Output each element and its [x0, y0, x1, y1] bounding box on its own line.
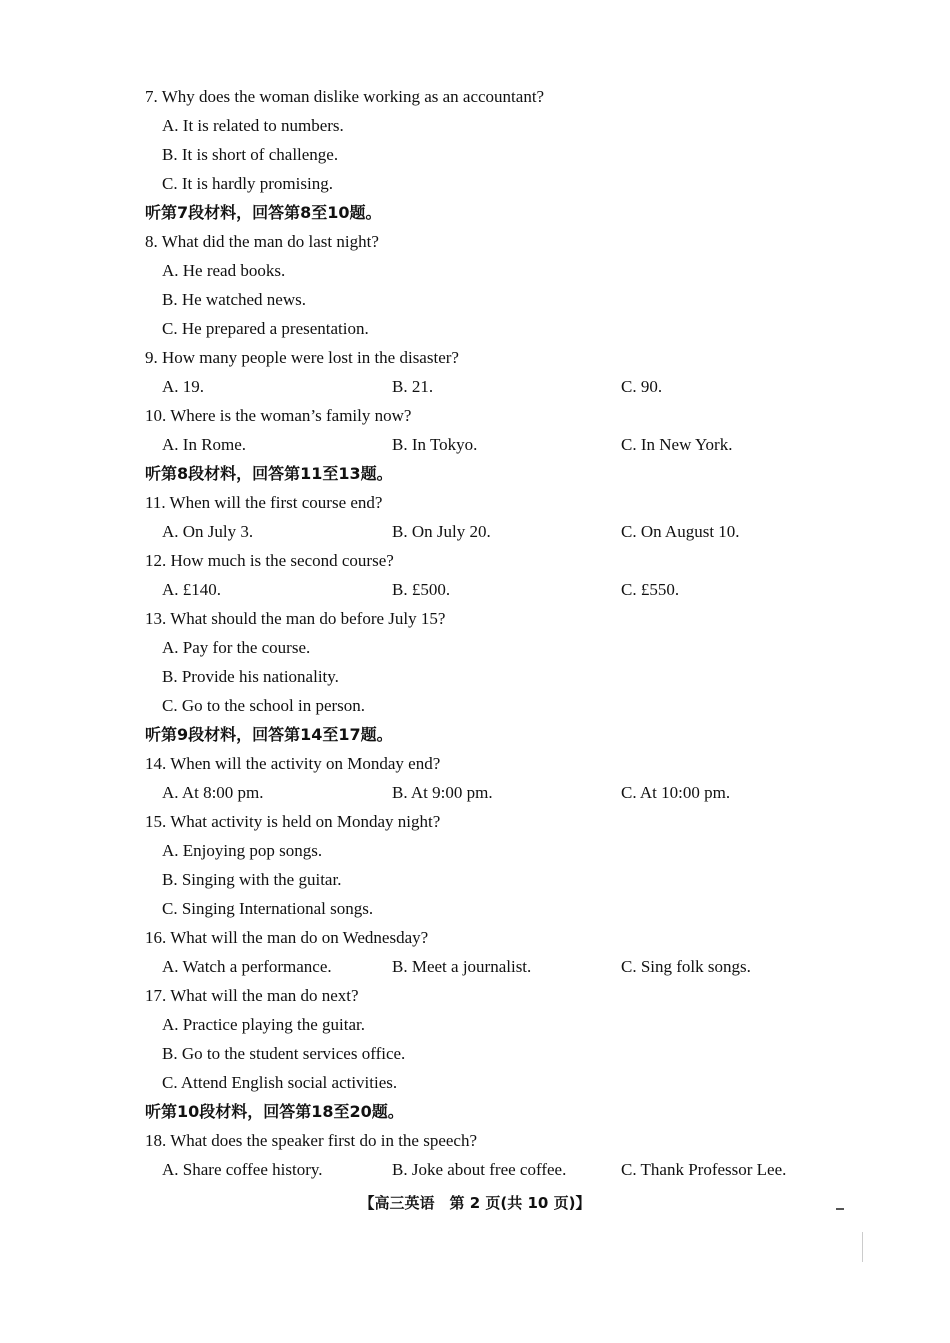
question: 9. How many people were lost in the disaster?: [145, 348, 459, 367]
page-footer: 【高三英语 第 2 页(共 10 页)】: [359, 1194, 591, 1212]
answer-option: A. Enjoying pop songs.: [162, 841, 323, 860]
answer-option: A. On July 3.: [162, 522, 254, 541]
answer-option: C. 90.: [621, 377, 663, 396]
answer-option: A. Practice playing the guitar.: [162, 1015, 365, 1034]
answer-option: C. On August 10.: [621, 522, 740, 541]
question: 12. How much is the second course?: [145, 551, 394, 570]
question: 11. When will the first course end?: [145, 493, 383, 512]
question: 17. What will the man do next?: [145, 986, 359, 1005]
question: 7. Why does the woman dislike working as an accountant?: [145, 87, 545, 106]
answer-option: B. Provide his nationality.: [162, 667, 339, 686]
section-instruction: 听第9段材料，回答第14至17题。: [145, 725, 393, 744]
question: 8. What did the man do last night?: [145, 232, 379, 251]
answer-option: B. He watched news.: [162, 290, 306, 309]
answer-option: A. £140.: [162, 580, 222, 599]
answer-option: C. Attend English social activities.: [162, 1073, 398, 1092]
answer-option: A. Pay for the course.: [162, 638, 311, 657]
section-instruction: 听第10段材料，回答第18至20题。: [145, 1102, 404, 1121]
answer-option: B. At 9:00 pm.: [392, 783, 493, 802]
question: 13. What should the man do before July 15?: [145, 609, 446, 628]
answer-option: C. At 10:00 pm.: [621, 783, 731, 802]
answer-option: C. Thank Professor Lee.: [621, 1160, 787, 1179]
answer-option: B. £500.: [392, 580, 451, 599]
answer-option: B. Go to the student services office.: [162, 1044, 406, 1063]
question: 10. Where is the woman’s family now?: [145, 406, 412, 425]
answer-option: B. It is short of challenge.: [162, 145, 339, 164]
answer-option: C. In New York.: [621, 435, 733, 454]
question: 18. What does the speaker first do in the speech?: [145, 1131, 478, 1150]
answer-option: B. Meet a journalist.: [392, 957, 532, 976]
question: 15. What activity is held on Monday night?: [145, 812, 441, 831]
answer-option: A. 19.: [162, 377, 205, 396]
answer-option: C. Singing International songs.: [162, 899, 374, 918]
answer-option: A. At 8:00 pm.: [162, 783, 264, 802]
answer-option: C. Go to the school in person.: [162, 696, 366, 715]
answer-option: B. 21.: [392, 377, 434, 396]
section-instruction: 听第7段材料，回答第8至10题。: [145, 203, 382, 222]
answer-option: C. It is hardly promising.: [162, 174, 333, 193]
section-instruction: 听第8段材料，回答第11至13题。: [145, 464, 393, 483]
answer-option: C. Sing folk songs.: [621, 957, 751, 976]
answer-option: A. Share coffee history.: [162, 1160, 323, 1179]
answer-option: A. It is related to numbers.: [162, 116, 344, 135]
answer-option: B. On July 20.: [392, 522, 491, 541]
answer-option: B. Singing with the guitar.: [162, 870, 342, 889]
answer-option: A. Watch a performance.: [162, 957, 332, 976]
question: 14. When will the activity on Monday end?: [145, 754, 441, 773]
answer-option: A. In Rome.: [162, 435, 247, 454]
answer-option: C. He prepared a presentation.: [162, 319, 369, 338]
question: 16. What will the man do on Wednesday?: [145, 928, 429, 947]
answer-option: C. £550.: [621, 580, 680, 599]
answer-option: B. In Tokyo.: [392, 435, 478, 454]
scan-edge-mark: [862, 1232, 863, 1262]
answer-option: A. He read books.: [162, 261, 286, 280]
answer-option: B. Joke about free coffee.: [392, 1160, 567, 1179]
scan-mark: [836, 1208, 844, 1210]
